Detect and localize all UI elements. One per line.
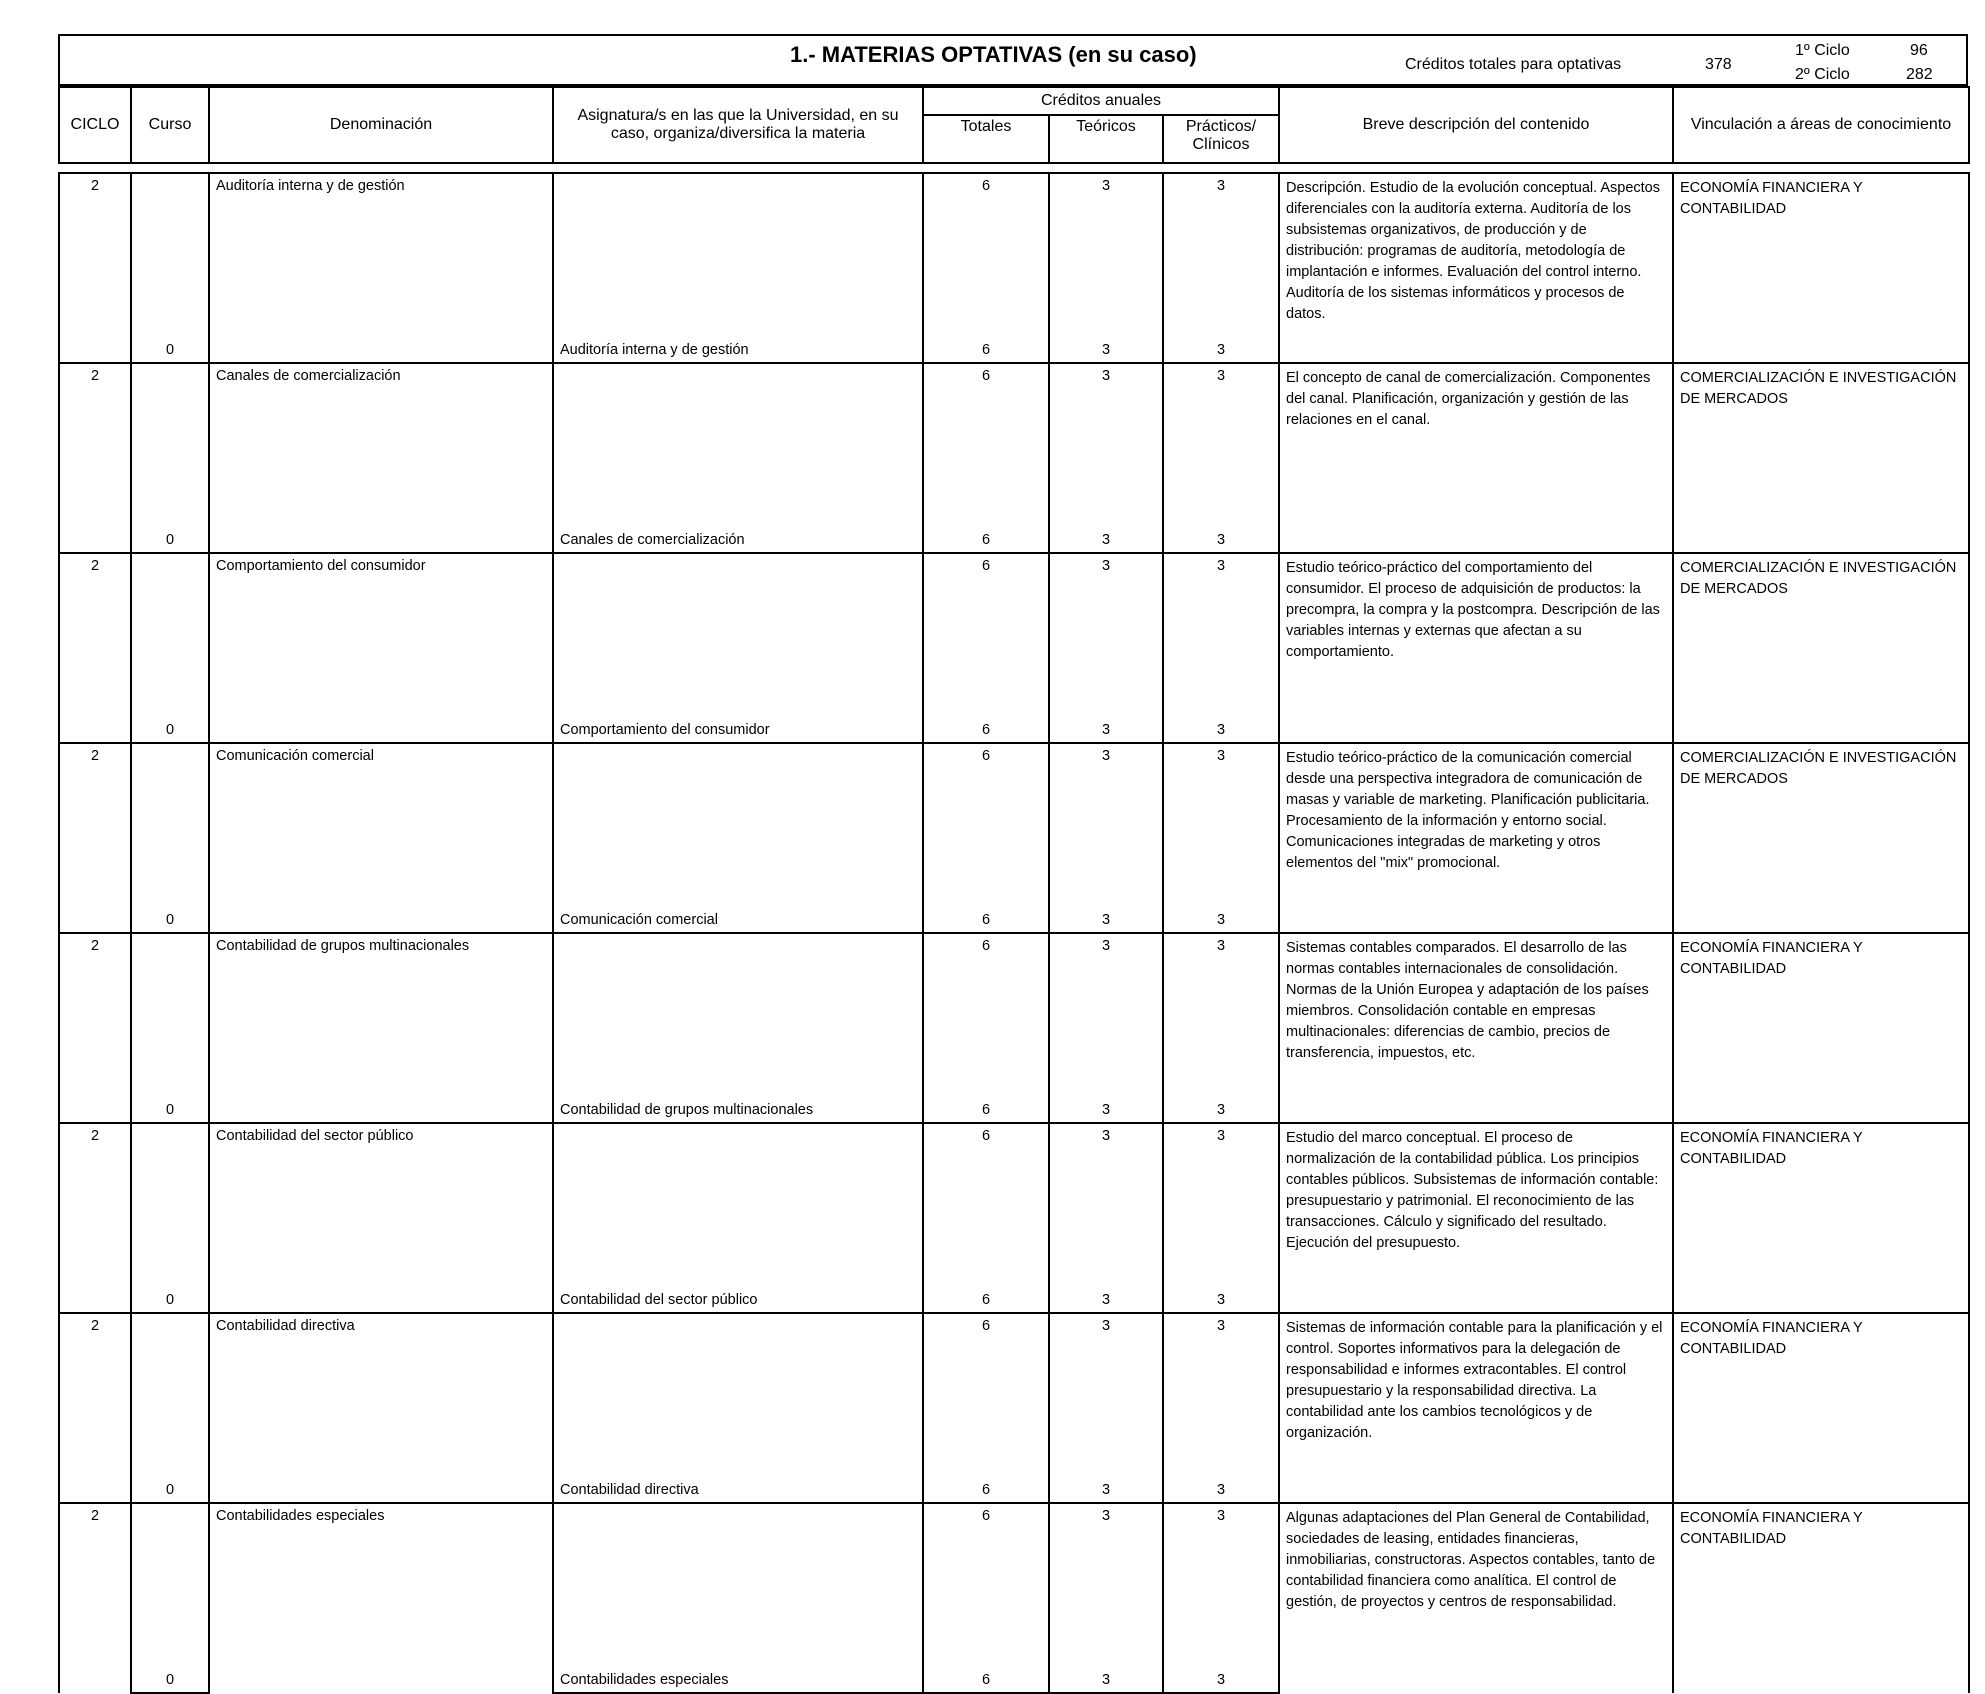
totales-cell: 6: [923, 1313, 1049, 1473]
ciclo-cell: 2: [59, 1503, 131, 1693]
curso-cell: 0: [131, 1283, 209, 1313]
teoricos2-cell: 3: [1049, 523, 1163, 553]
asignatura-cell-top: [553, 363, 923, 523]
ciclo-cell: 2: [59, 743, 131, 933]
table-row: [59, 1503, 1969, 1663]
credits-total: 378: [1705, 56, 1732, 73]
ciclo-cell: 2: [59, 173, 131, 363]
teoricos2-cell: 3: [1049, 1283, 1163, 1313]
practicos-cell: 3: [1163, 743, 1279, 903]
asignatura-cell: Canales de comercialización: [553, 523, 923, 553]
teoricos-cell: 3: [1049, 553, 1163, 713]
teoricos-cell: 3: [1049, 363, 1163, 523]
col-denominacion: Denominación: [209, 87, 553, 163]
totales-cell: 6: [923, 173, 1049, 333]
totales2-cell: 6: [923, 903, 1049, 933]
curso-cell-top: [131, 173, 209, 333]
ciclo-cell: 2: [59, 363, 131, 553]
totales2-cell: 6: [923, 1663, 1049, 1693]
practicos-cell: 3: [1163, 1313, 1279, 1473]
descripcion-cell: Sistemas de información contable para la planificación y el control. Soportes informativos para la delegación de responsabilidad e informes extracontables. El control presupuestario y la responsabilidad directiva. La contabilidad ante los cambios tecnológicos y de organización.: [1279, 1313, 1673, 1503]
ciclo-cell: 2: [59, 1123, 131, 1313]
ciclo2-value: 282: [1906, 66, 1933, 83]
asignatura-cell-top: [553, 173, 923, 333]
practicos2-cell: 3: [1163, 903, 1279, 933]
totales-cell: 6: [923, 743, 1049, 903]
curso-cell: 0: [131, 1663, 209, 1693]
asignatura-cell: Comportamiento del consumidor: [553, 713, 923, 743]
descripcion-cell: Estudio teórico-práctico de la comunicación comercial desde una perspectiva integradora de comunicación de masas y variable de marketing. Planificación publicitaria. Procesamiento de la información y entorno social. Comunicaciones integradas de marketing y otros elementos del "mix" promocional.: [1279, 743, 1673, 933]
col-curso: Curso: [131, 87, 209, 163]
totales-cell: 6: [923, 553, 1049, 713]
totales2-cell: 6: [923, 1283, 1049, 1313]
teoricos-cell: 3: [1049, 173, 1163, 333]
descripcion-cell: Algunas adaptaciones del Plan General de Contabilidad, sociedades de leasing, entidades financieras, inmobiliarias, constructoras. Aspectos contables, tanto de contabilidad financiera como analítica. El control de gestión, de proyectos y centros de responsabilidad.: [1279, 1503, 1673, 1693]
curso-cell: 0: [131, 523, 209, 553]
asignatura-cell-top: [553, 1123, 923, 1283]
area-cell: COMERCIALIZACIÓN E INVESTIGACIÓN DE MERCADOS: [1673, 553, 1969, 743]
ciclo-cell: 2: [59, 1313, 131, 1503]
area-cell: ECONOMÍA FINANCIERA Y CONTABILIDAD: [1673, 1123, 1969, 1313]
table-row: [59, 1123, 1969, 1283]
teoricos2-cell: 3: [1049, 1663, 1163, 1693]
curso-cell: 0: [131, 333, 209, 363]
descripcion-cell: Sistemas contables comparados. El desarrollo de las normas contables internacionales de consolidación. Normas de la Unión Europea y adaptación de los países miembros. Consolidación contable en empresas multinacionales: diferencias de cambio, precios de transferencia, impuestos, etc.: [1279, 933, 1673, 1123]
col-totales: Totales: [923, 115, 1049, 163]
denominacion-cell: Contabilidad de grupos multinacionales: [209, 933, 553, 1123]
teoricos-cell: 3: [1049, 933, 1163, 1093]
asignatura-cell-top: [553, 553, 923, 713]
curso-cell-top: [131, 933, 209, 1093]
asignatura-cell-top: [553, 1503, 923, 1663]
curso-cell-top: [131, 1313, 209, 1473]
denominacion-cell: Contabilidad directiva: [209, 1313, 553, 1503]
curso-cell: 0: [131, 1093, 209, 1123]
totales-cell: 6: [923, 933, 1049, 1093]
curso-cell: 0: [131, 1473, 209, 1503]
teoricos-cell: 3: [1049, 1503, 1163, 1663]
practicos2-cell: 3: [1163, 523, 1279, 553]
teoricos2-cell: 3: [1049, 1093, 1163, 1123]
curso-cell-top: [131, 743, 209, 903]
ciclo2-label: 2º Ciclo: [1795, 66, 1850, 83]
totales2-cell: 6: [923, 713, 1049, 743]
totales2-cell: 6: [923, 523, 1049, 553]
materias-table: [58, 172, 1970, 1694]
practicos2-cell: 3: [1163, 713, 1279, 743]
totales-cell: 6: [923, 1123, 1049, 1283]
area-cell: ECONOMÍA FINANCIERA Y CONTABILIDAD: [1673, 173, 1969, 363]
descripcion-cell: Estudio del marco conceptual. El proceso de normalización de la contabilidad pública. Los principios contables públicos. Subsistemas de información contable: presupuestario y patrimonial. El reconocimiento de las transacciones. Cálculo y significado del resultado. Ejecución del presupuesto.: [1279, 1123, 1673, 1313]
col-ciclo: CICLO: [59, 87, 131, 163]
curso-cell-top: [131, 363, 209, 523]
descripcion-cell: Estudio teórico-práctico del comportamiento del consumidor. El proceso de adquisición de productos: la precompra, la compra y la postcompra. Descripción de las variables internas y externas que afectan a su comportamiento.: [1279, 553, 1673, 743]
area-cell: ECONOMÍA FINANCIERA Y CONTABILIDAD: [1673, 1503, 1969, 1693]
denominacion-cell: Auditoría interna y de gestión: [209, 173, 553, 363]
ciclo-cell: 2: [59, 933, 131, 1123]
optativas-page: [58, 34, 1968, 1694]
asignatura-cell-top: [553, 743, 923, 903]
curso-cell-top: [131, 1123, 209, 1283]
teoricos-cell: 3: [1049, 743, 1163, 903]
col-practicos: Prácticos/ Clínicos: [1163, 115, 1279, 163]
col-vinculacion: Vinculación a áreas de conocimiento: [1673, 87, 1969, 163]
practicos2-cell: 3: [1163, 1283, 1279, 1313]
curso-cell: 0: [131, 713, 209, 743]
ciclo1-value: 96: [1910, 42, 1928, 59]
denominacion-cell: Canales de comercialización: [209, 363, 553, 553]
table-row: [59, 743, 1969, 903]
denominacion-cell: Comportamiento del consumidor: [209, 553, 553, 743]
table-row: [59, 553, 1969, 713]
curso-cell: 0: [131, 903, 209, 933]
totales2-cell: 6: [923, 333, 1049, 363]
teoricos2-cell: 3: [1049, 903, 1163, 933]
curso-cell-top: [131, 1503, 209, 1663]
asignatura-cell: Contabilidad del sector público: [553, 1283, 923, 1313]
practicos-cell: 3: [1163, 173, 1279, 333]
col-creditos-anuales: Créditos anuales: [923, 87, 1279, 115]
asignatura-cell: Contabilidades especiales: [553, 1663, 923, 1693]
asignatura-cell: Contabilidad de grupos multinacionales: [553, 1093, 923, 1123]
table-row: [59, 363, 1969, 523]
credits-label: Créditos totales para optativas: [1405, 56, 1622, 73]
area-cell: COMERCIALIZACIÓN E INVESTIGACIÓN DE MERCADOS: [1673, 743, 1969, 933]
asignatura-cell: Contabilidad directiva: [553, 1473, 923, 1503]
table-row: [59, 933, 1969, 1093]
totales2-cell: 6: [923, 1093, 1049, 1123]
totales-cell: 6: [923, 363, 1049, 523]
col-descripcion: Breve descripción del contenido: [1279, 87, 1673, 163]
totales-cell: 6: [923, 1503, 1049, 1663]
page-title: 1.- MATERIAS OPTATIVAS (en su caso): [790, 42, 1197, 67]
practicos2-cell: 3: [1163, 1663, 1279, 1693]
col-asignatura: Asignatura/s en las que la Universidad, en su caso, organiza/diversifica la materia: [553, 87, 923, 163]
col-teoricos: Teóricos: [1049, 115, 1163, 163]
area-cell: ECONOMÍA FINANCIERA Y CONTABILIDAD: [1673, 933, 1969, 1123]
descripcion-cell: El concepto de canal de comercialización. Componentes del canal. Planificación, organización y gestión de las relaciones en el canal.: [1279, 363, 1673, 553]
teoricos2-cell: 3: [1049, 333, 1163, 363]
teoricos2-cell: 3: [1049, 1473, 1163, 1503]
practicos-cell: 3: [1163, 933, 1279, 1093]
asignatura-cell-top: [553, 1313, 923, 1473]
title-bar: [58, 34, 1968, 86]
teoricos2-cell: 3: [1049, 713, 1163, 743]
ciclo1-label: 1º Ciclo: [1795, 42, 1850, 59]
totales2-cell: 6: [923, 1473, 1049, 1503]
practicos2-cell: 3: [1163, 333, 1279, 363]
teoricos-cell: 3: [1049, 1123, 1163, 1283]
ciclo-cell: 2: [59, 553, 131, 743]
teoricos-cell: 3: [1049, 1313, 1163, 1473]
denominacion-cell: Contabilidad del sector público: [209, 1123, 553, 1313]
denominacion-cell: Comunicación comercial: [209, 743, 553, 933]
practicos-cell: 3: [1163, 553, 1279, 713]
area-cell: COMERCIALIZACIÓN E INVESTIGACIÓN DE MERCADOS: [1673, 363, 1969, 553]
descripcion-cell: Descripción. Estudio de la evolución conceptual. Aspectos diferenciales con la auditoría externa. Auditoría de los subsistemas organizativos, de producción y de distribución: programas de auditoría, metodología de implantación e informes. Evaluación del control interno. Auditoría de los sistemas informáticos y procesos de datos.: [1279, 173, 1673, 363]
asignatura-cell-top: [553, 933, 923, 1093]
practicos-cell: 3: [1163, 363, 1279, 523]
asignatura-cell: Comunicación comercial: [553, 903, 923, 933]
table-row: [59, 1313, 1969, 1473]
area-cell: ECONOMÍA FINANCIERA Y CONTABILIDAD: [1673, 1313, 1969, 1503]
practicos-cell: 3: [1163, 1123, 1279, 1283]
practicos-cell: 3: [1163, 1503, 1279, 1663]
practicos2-cell: 3: [1163, 1473, 1279, 1503]
table-row: [59, 173, 1969, 333]
denominacion-cell: Contabilidades especiales: [209, 1503, 553, 1693]
asignatura-cell: Auditoría interna y de gestión: [553, 333, 923, 363]
curso-cell-top: [131, 553, 209, 713]
column-header-table: [58, 86, 1970, 164]
practicos2-cell: 3: [1163, 1093, 1279, 1123]
